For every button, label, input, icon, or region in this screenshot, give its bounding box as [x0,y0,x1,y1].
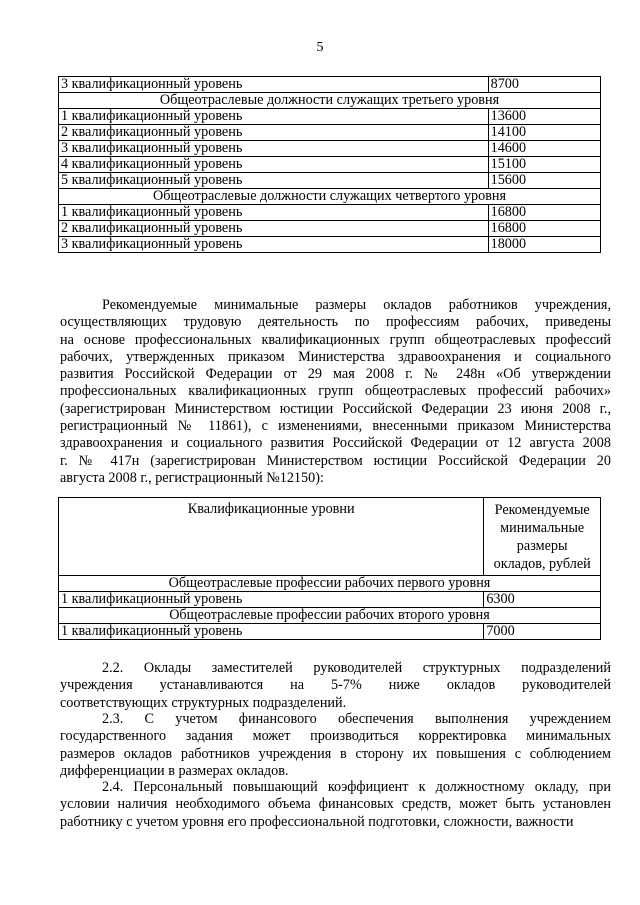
page-number: 5 [316,40,324,55]
text-line: работнику с учетом уровня его профессиональной подготовки, сложности, важности [60,813,574,830]
paragraph-2-4 [60,779,611,831]
text-line: г. № 417н (зарегистрирован Министерством юстиции Российской Федерации 20 [60,452,611,469]
table-row [59,624,601,640]
text-line: 2.4. Персональный повышающий коэффициент к должностному окладу, при [102,779,611,795]
salary-value: 7000 [484,624,601,640]
text-line: размеров окладов работников учреждения в сторону их повышения с соблюдением [60,745,611,762]
qualification-level: 3 квалификационный уровень [59,77,489,93]
header-value-line: окладов, рублей [493,556,591,572]
table-row [59,125,601,141]
text-line: соответствующих структурных подразделений. [60,694,347,711]
table-row [59,157,601,173]
text-line: учреждения устанавливаются на 5-7% ниже окладов руководителей [60,677,611,694]
qualification-level: 5 квалификационный уровень [59,173,489,189]
text-line: дифференциации в размерах окладов. [60,762,289,779]
text-line: рабочих, утвержденных приказом Министерства здравоохранения и социального [60,348,611,365]
table-row [59,109,601,125]
qualification-level: 3 квалификационный уровень [59,141,489,157]
salary-value: 18000 [488,237,600,253]
qualification-level: 1 квалификационный уровень [59,592,484,608]
text-line: (зарегистрирован Министерством юстиции Российской Федерации 23 июня 2008 г., [60,400,611,417]
header-recommended-salary [484,498,601,576]
section-title: Общеотраслевые профессии рабочих первого уровня [59,576,601,592]
text-line: Рекомендуемые минимальные размеры окладов работников учреждения, [102,297,611,313]
salary-value: 15600 [488,173,600,189]
header-value-line: минимальные [500,520,585,536]
table-row [59,221,601,237]
section-title: Общеотраслевые профессии рабочих второго уровня [59,608,601,624]
qualification-level: 2 квалификационный уровень [59,221,489,237]
qualification-level: 2 квалификационный уровень [59,125,489,141]
paragraph-workers-recommendation [60,297,611,487]
header-qualification-levels: Квалификационные уровни [59,498,484,576]
table-row [59,173,601,189]
qualification-level: 1 квалификационный уровень [59,109,489,125]
salary-value: 8700 [488,77,600,93]
salary-value: 16800 [488,205,600,221]
header-value-line: Рекомендуемые [494,502,590,518]
qualification-level: 3 квалификационный уровень [59,237,489,253]
text-line: 2.3. С учетом финансового обеспечения выполнения учреждением [102,711,611,727]
text-line: 2.2. Оклады заместителей руководителей структурных подразделений [102,660,611,676]
header-value-line: размеры [516,538,568,554]
section-title: Общеотраслевые должности служащих четвертого уровня [59,189,601,205]
qualification-level: 1 квалификационный уровень [59,205,489,221]
text-line: регистрационный № 11861), с изменениями, внесенными приказом Министерства [60,418,611,435]
salary-value: 16800 [488,221,600,237]
text-line: здравоохранения и социального развития Российской Федерации от 12 августа 2008 [60,435,611,452]
text-line: на основе профессиональных квалификационных групп общеотраслевых профессий [60,331,611,348]
text-line: условии наличия необходимого объема финансовых средств, может быть установлен [60,796,611,813]
table-section-row [59,576,601,592]
salary-value: 14600 [488,141,600,157]
text-line: государственного задания может производиться корректировка минимальных [60,728,611,745]
table-row [59,141,601,157]
salary-table-employees [58,76,601,253]
text-line: профессиональных квалификационных групп общеотраслевых профессий рабочих» [60,383,611,400]
qualification-level: 4 квалификационный уровень [59,157,489,173]
table-header-row [59,498,601,576]
salary-value: 14100 [488,125,600,141]
table-row [59,237,601,253]
salary-value: 13600 [488,109,600,125]
table-section-row [59,93,601,109]
paragraph-2-3 [60,711,611,780]
text-line: августа 2008 г., регистрационный №12150): [60,469,324,486]
text-line: осуществляющих трудовую деятельность по профессиям рабочих, приведены [60,314,611,331]
salary-table-workers [58,497,601,640]
text-line: развития Российской Федерации от 29 мая 2008 г. № 248н «Об утверждении [60,366,611,383]
table-row [59,205,601,221]
section-title: Общеотраслевые должности служащих третьего уровня [59,93,601,109]
salary-value: 6300 [484,592,601,608]
qualification-level: 1 квалификационный уровень [59,624,484,640]
salary-value: 15100 [488,157,600,173]
table-section-row [59,608,601,624]
table-row [59,592,601,608]
paragraph-2-2 [60,660,611,712]
table-row [59,77,601,93]
table-section-row [59,189,601,205]
